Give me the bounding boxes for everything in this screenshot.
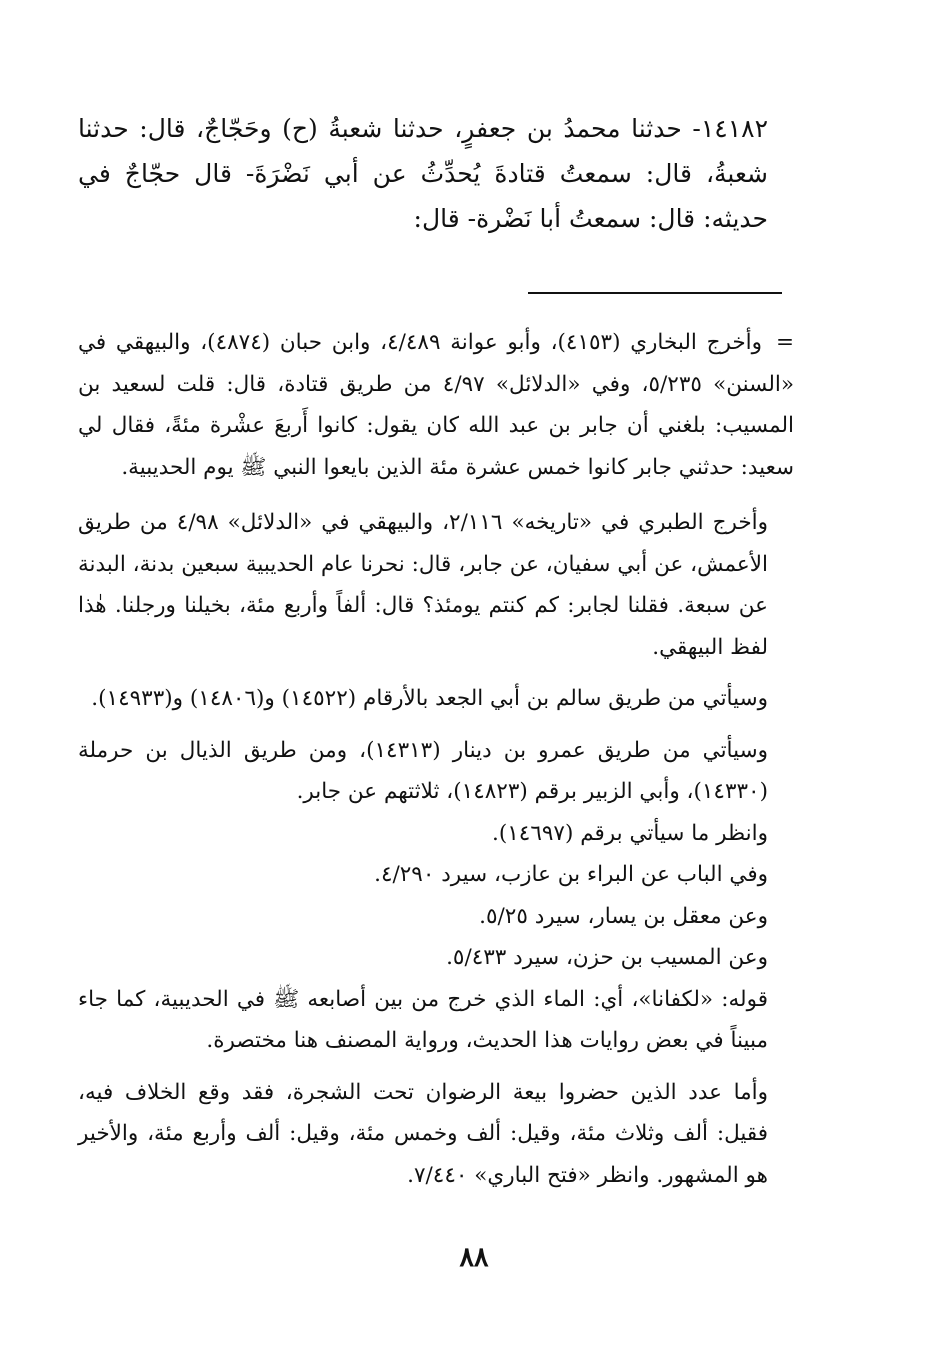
footnote-line-7: وعن معقل بن يسار، سيرد ٥/٢٥. <box>479 903 768 929</box>
footnote-block-9: قوله: «لكفانا»، أي: الماء الذي خرج من بين أصابعه ﷺ في الحديبية، كما جاء مبيناً في بعض روايات هذا الحديث، ورواية المصنف هنا مختصرة. <box>78 986 768 1053</box>
footnote-line-8: وعن المسيب بن حزن، سيرد ٥/٤٣٣. <box>446 945 768 970</box>
footnote-block-1 <box>78 322 794 488</box>
footnote-block-4: وسيأتي من طريق عمرو بن دينار (١٤٣١٣)، ومن طريق الذيال بن حرملة (١٤٣٣٠)، وأبي الزبير برقم (١٤٨٢٣)، ثلاثتهم عن جابر. <box>78 737 768 804</box>
footnote-line-5: وانظر ما سيأتي برقم (١٤٦٩٧). <box>491 820 768 846</box>
footnote-block-2: وأخرج الطبري في «تاريخه» ٢/١١٦، والبيهقي في «الدلائل» ٤/٩٨ من طريق الأعمش، عن أبي سفيان، عن جابر، قال: نحرنا عام الحديبية سبعين بدنة، البدنة عن سبعة. فقلنا لجابر: كم كنتم يومئذ؟ قال: ألفاً وأربع مئة، بخيلنا ورجلنا. هٰذا لفظ البيهقي. <box>78 510 768 660</box>
footnotes-section <box>78 322 794 1206</box>
hadith-text: ١٤١٨٢- حدثنا محمدُ بن جعفرٍ، حدثنا شعبةُ (ح) وحَجّاجٌ، قال: حدثنا شعبةُ، قال: سمعتُ قتادةَ يُحدِّثُ عن أبي نَضْرَةَ- قال حجّاجٌ في حديثه: قال: سمعتُ أبا نَضْرة- قال: <box>78 114 768 233</box>
continuation-mark: = <box>775 330 794 355</box>
footnote-line-6: وفي الباب عن البراء بن عازب، سيرد ٤/٢٩٠. <box>374 862 768 887</box>
page-number: ٨٨ <box>459 1242 489 1273</box>
footnote-block-10: وأما عدد الذين حضروا بيعة الرضوان تحت الشجرة، فقد وقع الخلاف فيه، فقيل: ألف وثلاث مئة، وقيل: ألف وخمس مئة، وقيل: ألف وأربع مئة، والأخير هو المشهور. وانظر «فتح الباري» ٧/٤٤٠. <box>78 1079 768 1188</box>
footnote-divider <box>528 292 782 294</box>
footnote-block-1-text: وأخرج البخاري (٤١٥٣)، وأبو عوانة ٤/٤٨٩، وابن حبان (٤٨٧٤)، والبيهقي في «السنن» ٥/٢٣٥، وفي «الدلائل» ٤/٩٧ من طريق قتادة، قال: قلت لسعيد بن المسيب: بلغني أن جابر بن عبد الله كان يقول: كانوا أَربعَ عشْرة مئةً، فقال لي سعيد: حدثني جابر كانوا خمس عشرة مئة الذين بايعوا النبي ﷺ يوم الحديبية. <box>78 330 795 480</box>
footnote-block-3: وسيأتي من طريق سالم بن أبي الجعد بالأرقام (١٤٥٢٢) و(١٤٨٠٦) و(١٤٩٣٣). <box>91 686 768 711</box>
main-text-area <box>78 106 794 241</box>
